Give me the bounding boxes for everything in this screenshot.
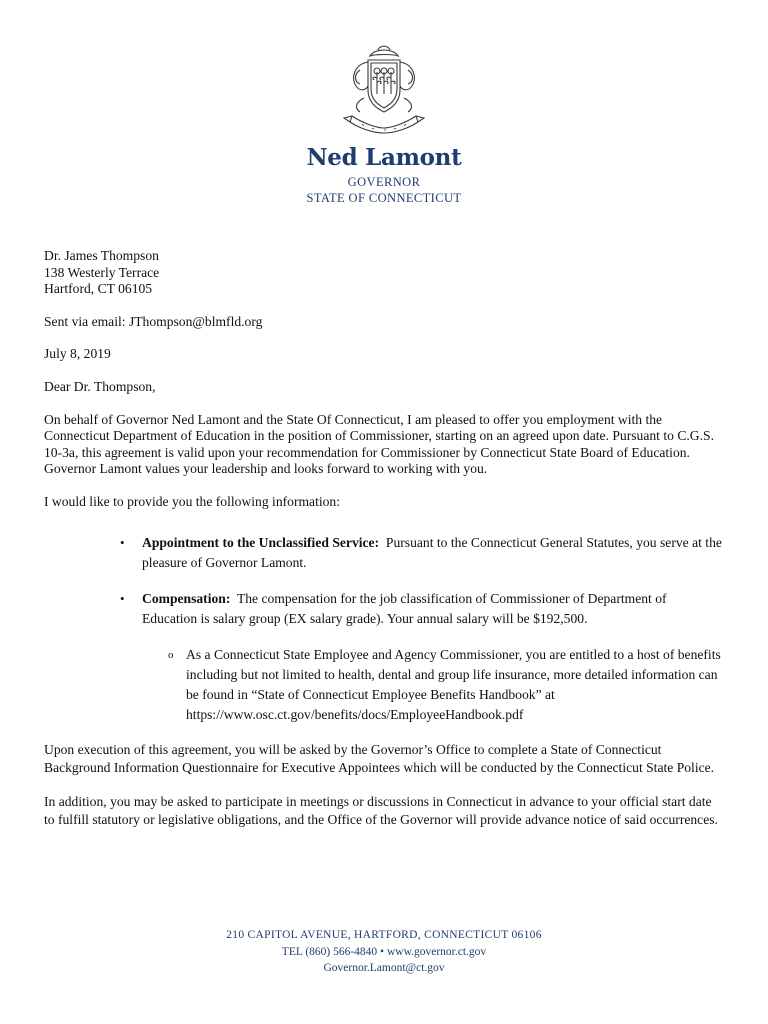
list-intro: I would like to provide you the following information: [44,493,340,509]
letter-date: July 8, 2019 [44,346,111,362]
addition-paragraph: In addition, you may be asked to participate in meetings or discussions in Connecticut in advance to your official start date to fulfill statutory or legislative obligations, and the Office of the Governor will provide advance notice of said occurrences. [44,793,718,827]
benefits-sub-item [44,645,724,725]
appointment-heading: Appointment to the Unclassified Service: [142,534,380,550]
compensation-heading: Compensation: [142,590,231,606]
salutation: Dear Dr. Thompson, [44,378,156,394]
info-list [44,533,724,629]
execution-paragraph: Upon execution of this agreement, you will be asked by the Governor’s Office to complete a State of Connecticut Background Information Questionnaire for Executive Appointees which will be conducted by the Connecticut State Police. [44,741,715,775]
benefits-text: As a Connecticut State Employee and Agency Commissioner, you are entitled to a host of benefits including but not limited to health, dental and group life insurance, more detailed information can be found in “State of Connecticut Employee Benefits Handbook” at https://www.osc.ct.gov/benefits/docs/EmployeeHandbook.pdf [186,646,721,722]
footer-address: 210 CAPITOL AVENUE, HARTFORD, CONNECTICUT 06106 [226,929,542,941]
bullet-icon: • [120,590,125,606]
list-item-compensation [44,589,724,629]
bullet-icon: • [120,534,125,550]
footer-email: Governor.Lamont@ct.gov [323,962,445,974]
footer-contact: TEL (860) 566-4840 • www.governor.ct.gov [281,945,487,958]
compensation-text: The compensation for the job classification of Commissioner of Department of Education is salary group (EX salary grade). Your annual salary will be $192,500. [142,590,667,626]
appointment-text: Pursuant to the Connecticut General Statutes, you serve at the pleasure of Governor Lamont. [142,534,722,570]
recipient-street: 138 Westerly Terrace [44,264,160,280]
connecticut-state-seal-icon [338,42,430,134]
governor-title: GOVERNOR [347,175,421,189]
list-item-appointment [44,533,724,573]
letterhead [0,42,768,206]
recipient-city: Hartford, CT 06105 [44,281,153,297]
governor-name: Ned Lamont [306,144,462,171]
letter-body [44,248,724,829]
offer-paragraph: On behalf of Governor Ned Lamont and the State Of Connecticut, I am pleased to offer you employment with the Connecticut Department of Education in the position of Commissioner, starting on an agreed upon date. Pursuant to C.G.S. 10-3a, this agreement is valid upon your recommendation for Commissioner by Connecticut State Board of Education. Governor Lamont values your leadership and looks forward to working with you. [44,411,714,477]
recipient-name: Dr. James Thompson [44,248,159,263]
state-name: STATE OF CONNECTICUT [306,191,462,205]
sent-via-email: Sent via email: JThompson@blmfld.org [44,313,263,329]
recipient-address [44,248,724,298]
sub-bullet-icon: o [168,648,174,661]
letter-footer [0,927,768,977]
